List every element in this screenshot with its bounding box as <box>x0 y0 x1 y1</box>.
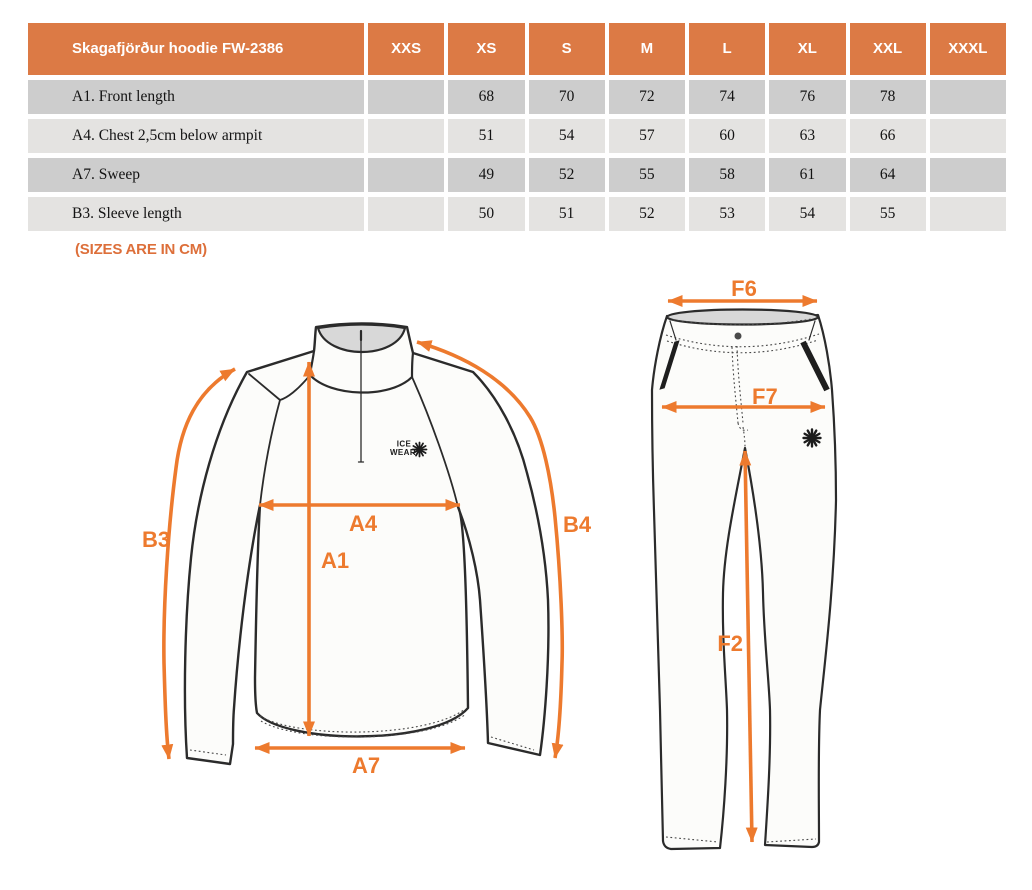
col-header-l: L <box>689 23 765 75</box>
measure-label-b4: B4 <box>563 512 592 537</box>
size-cell: 78 <box>850 80 926 114</box>
size-cell: 52 <box>609 197 685 231</box>
measure-label-a4: A4 <box>348 511 378 536</box>
size-cell: 57 <box>609 119 685 153</box>
row-label-a4: A4. Chest 2,5cm below armpit <box>28 119 364 153</box>
units-note: (SIZES ARE IN CM) <box>75 241 207 258</box>
col-header-xs: XS <box>448 23 524 75</box>
product-title-cell: Skagafjörður hoodie FW-2386 <box>28 23 364 75</box>
row-label-b3: B3. Sleeve length <box>28 197 364 231</box>
size-cell <box>368 119 444 153</box>
pants-technical-drawing <box>640 276 850 855</box>
col-header-m: M <box>609 23 685 75</box>
size-cell: 72 <box>609 80 685 114</box>
size-cell <box>368 158 444 192</box>
hoodie-outline <box>185 324 549 765</box>
measure-label-b3: B3 <box>142 527 171 552</box>
size-cell: 60 <box>689 119 765 153</box>
measure-label-f6: F6 <box>731 276 757 301</box>
measure-label-f7: F7 <box>752 384 778 409</box>
size-cell: 52 <box>529 158 605 192</box>
size-cell: 49 <box>448 158 524 192</box>
collar-right-edge <box>412 353 413 377</box>
waist-opening <box>667 310 818 325</box>
size-cell: 76 <box>769 80 845 114</box>
size-cell <box>930 119 1006 153</box>
measure-arrow-f2 <box>745 451 752 842</box>
size-cell: 70 <box>529 80 605 114</box>
size-cell: 68 <box>448 80 524 114</box>
size-cell: 61 <box>769 158 845 192</box>
size-chart-table <box>28 23 1006 231</box>
size-cell <box>368 197 444 231</box>
pants-garment <box>652 310 836 850</box>
row-label-a1: A1. Front length <box>28 80 364 114</box>
logo-text-line1: ICE <box>396 439 412 449</box>
size-cell <box>930 158 1006 192</box>
size-cell: 64 <box>850 158 926 192</box>
col-header-xxxl: XXXL <box>930 23 1006 75</box>
waist-button <box>735 333 742 340</box>
size-cell: 51 <box>448 119 524 153</box>
measure-label-a1: A1 <box>321 548 350 573</box>
size-cell: 66 <box>850 119 926 153</box>
hoodie-garment <box>185 324 549 765</box>
size-cell: 54 <box>769 197 845 231</box>
measure-label-a7: A7 <box>351 753 381 778</box>
row-label-a7: A7. Sweep <box>28 158 364 192</box>
size-cell: 63 <box>769 119 845 153</box>
col-header-xl: XL <box>769 23 845 75</box>
size-cell: 53 <box>689 197 765 231</box>
size-cell: 55 <box>850 197 926 231</box>
size-cell: 55 <box>609 158 685 192</box>
hoodie-technical-drawing <box>135 318 595 783</box>
col-header-xxs: XXS <box>368 23 444 75</box>
size-cell <box>930 197 1006 231</box>
size-cell: 58 <box>689 158 765 192</box>
pants-outline <box>652 315 836 849</box>
size-cell <box>368 80 444 114</box>
col-header-s: S <box>529 23 605 75</box>
size-cell: 74 <box>689 80 765 114</box>
size-cell: 54 <box>529 119 605 153</box>
size-cell: 51 <box>529 197 605 231</box>
size-cell <box>930 80 1006 114</box>
col-header-xxl: XXL <box>850 23 926 75</box>
measure-label-f2: F2 <box>717 631 743 656</box>
size-cell: 50 <box>448 197 524 231</box>
logo-text-line2: WEAR <box>389 448 417 457</box>
